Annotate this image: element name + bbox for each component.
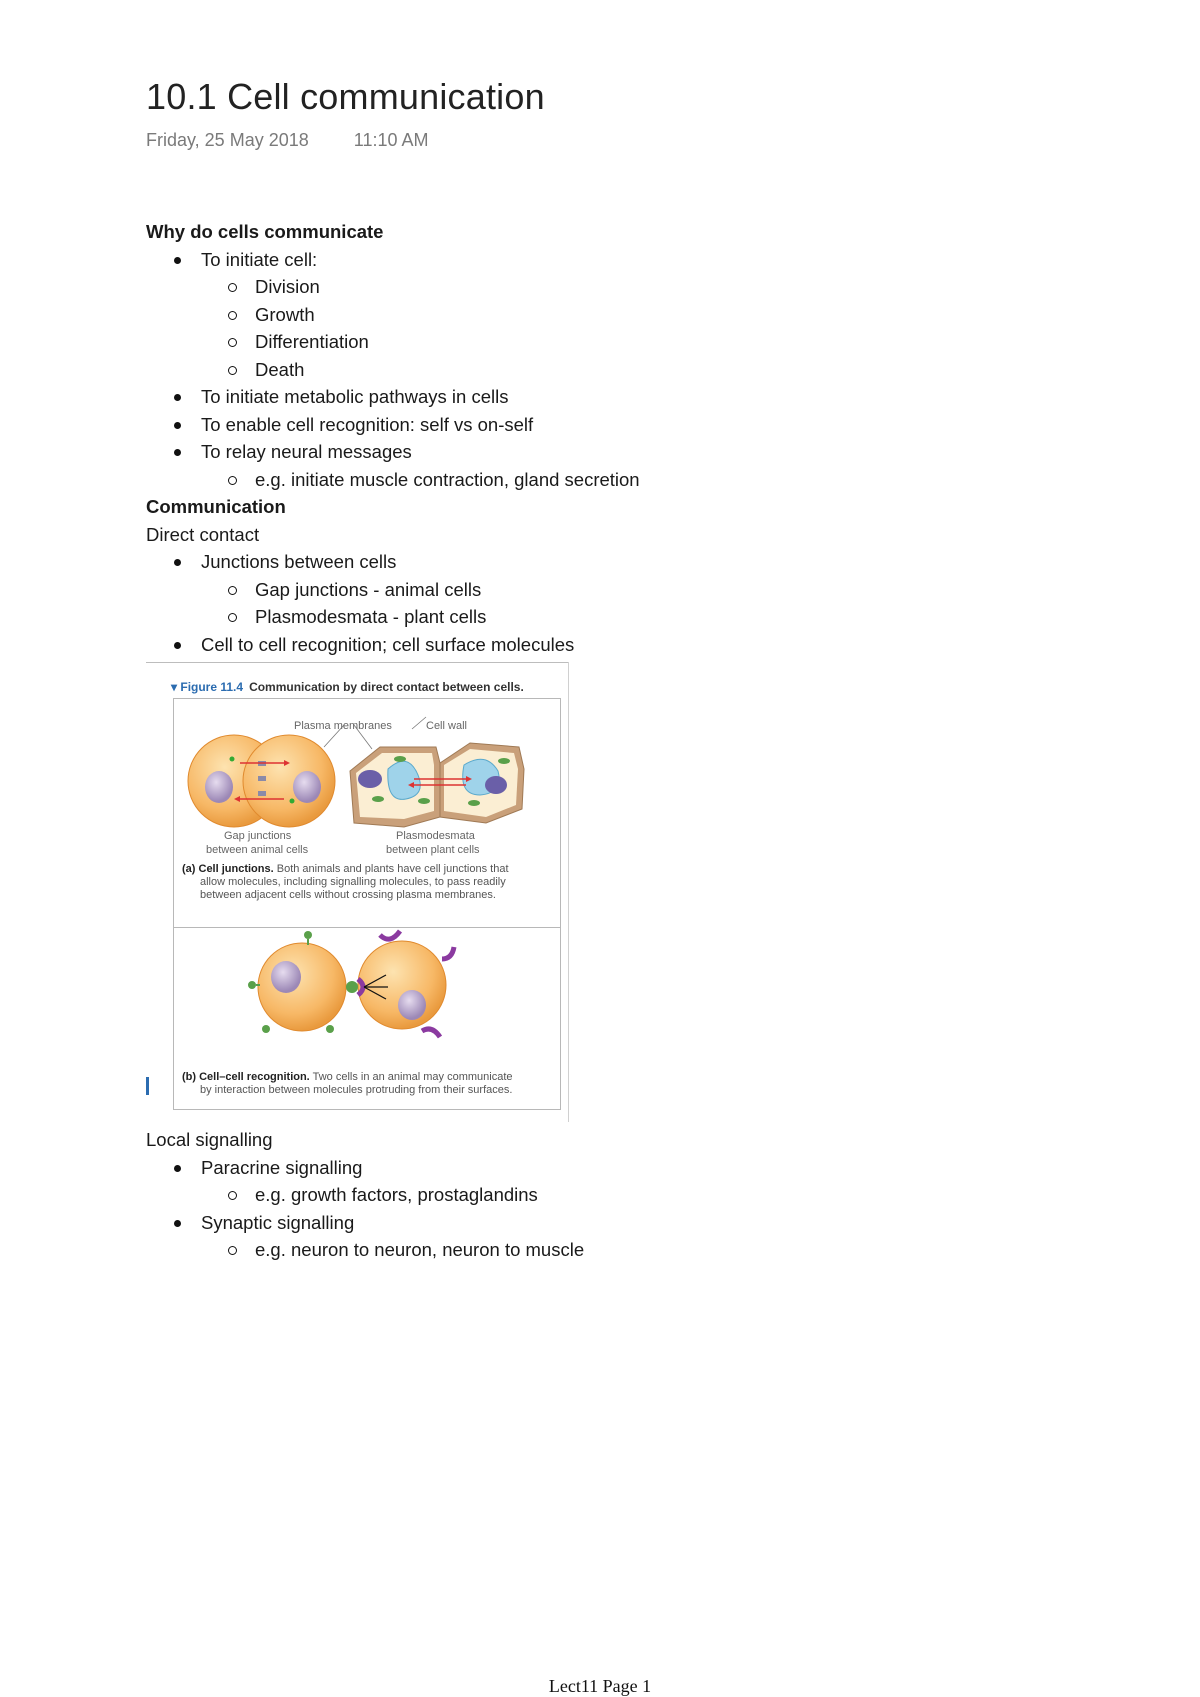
list-item: Paracrine signalling: [146, 1154, 1046, 1182]
bullet-icon: [174, 1220, 181, 1227]
list-item: To initiate metabolic pathways in cells: [146, 383, 1046, 411]
heading-why: Why do cells communicate: [146, 221, 384, 242]
page-footer: Lect11 Page 1: [548, 1676, 652, 1696]
bullet-icon: [174, 559, 181, 566]
list-item: e.g. initiate muscle contraction, gland secretion: [146, 466, 1046, 494]
circle-bullet-icon: [228, 586, 237, 595]
figure-number: ▾ Figure 11.4: [171, 680, 244, 694]
cell-diagram: [174, 699, 560, 1109]
figure-panel: [173, 698, 561, 1110]
bullet-icon: [174, 1165, 181, 1172]
embedded-figure[interactable]: [146, 662, 1046, 1122]
heading-communication: Communication: [146, 496, 286, 517]
label-gap-junctions-sub: between animal cells: [206, 844, 309, 856]
page-time: 11:10 AM: [353, 130, 429, 150]
subheading-direct-contact: Direct contact: [146, 523, 260, 545]
list-item: e.g. neuron to neuron, neuron to muscle: [146, 1236, 1046, 1264]
list-item: Death: [146, 356, 1046, 384]
circle-bullet-icon: [228, 1246, 237, 1255]
circle-bullet-icon: [228, 283, 237, 292]
bullet-icon: [174, 422, 181, 429]
figure-caption: ▾ Figure 11.4 Communication by direct contact between cells.: [171, 680, 524, 694]
figure-description-b: (b) Cell–cell recognition. Two cells in an animal may communicate by interaction between molecules protruding from their surfaces.: [182, 1071, 513, 1096]
list-item: Cell to cell recognition; cell surface molecules: [146, 631, 1046, 659]
circle-bullet-icon: [228, 366, 237, 375]
label-plasmodesmata-sub: between plant cells: [386, 844, 480, 856]
plant-cells: [350, 743, 524, 827]
figure-image: [171, 666, 565, 1116]
list-item: e.g. growth factors, prostaglandins: [146, 1181, 1046, 1209]
figure-panel-divider: [174, 927, 560, 928]
circle-bullet-icon: [228, 1191, 237, 1200]
list-item: To relay neural messages: [146, 438, 1046, 466]
page-date: Friday, 25 May 2018: [146, 130, 309, 150]
list-item: Division: [146, 273, 1046, 301]
label-plasmodesmata: Plasmodesmata: [396, 830, 475, 842]
bullet-icon: [174, 257, 181, 264]
circle-bullet-icon: [228, 311, 237, 320]
note-content[interactable]: [146, 218, 1046, 1264]
list-item: Gap junctions - animal cells: [146, 576, 1046, 604]
list-item: Growth: [146, 301, 1046, 329]
circle-bullet-icon: [228, 338, 237, 347]
page-title: 10.1 Cell communication: [146, 76, 545, 117]
bullet-icon: [174, 642, 181, 649]
page-dateline: [146, 130, 428, 151]
subheading-local-signalling: Local signalling: [146, 1129, 273, 1150]
label-cell-wall: Cell wall: [426, 720, 467, 732]
list-item: To initiate cell:: [146, 246, 1046, 274]
recognition-cells: [248, 931, 454, 1037]
list-item: Plasmodesmata - plant cells: [146, 603, 1046, 631]
figure-description-a: (a) Cell junctions. Both animals and plants have cell junctions that allow molecules, including signalling molecules, to pass readily between adjacent cells without crossing plasma membranes.: [182, 863, 509, 901]
list-item: To enable cell recognition: self vs on-self: [146, 411, 1046, 439]
selection-marker: [146, 1077, 149, 1095]
circle-bullet-icon: [228, 613, 237, 622]
animal-cells: [188, 735, 335, 827]
figure-divider: [146, 662, 568, 663]
bullet-icon: [174, 394, 181, 401]
label-plasma-membranes: Plasma membranes: [294, 720, 392, 732]
bullet-icon: [174, 449, 181, 456]
figure-divider: [568, 662, 569, 1122]
circle-bullet-icon: [228, 476, 237, 485]
label-gap-junctions: Gap junctions: [224, 830, 292, 842]
list-item: Synaptic signalling: [146, 1209, 1046, 1237]
list-item: Junctions between cells: [146, 548, 1046, 576]
list-item: Differentiation: [146, 328, 1046, 356]
